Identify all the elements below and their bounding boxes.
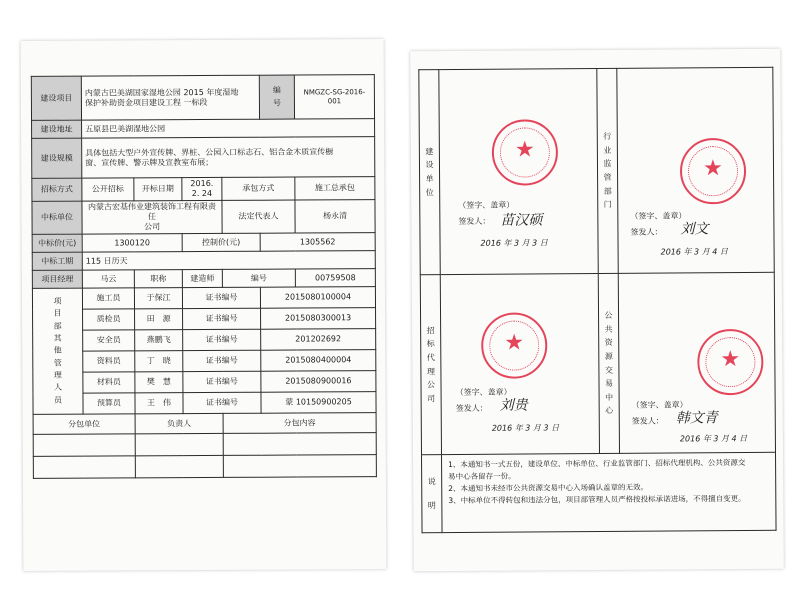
agency-label: 招 标 代 理 公 司 (420, 275, 441, 455)
staff-cert-no: 2015080400004 (261, 350, 376, 372)
staff-cert-no: 蒙 10150900205 (261, 392, 376, 414)
star-icon: ★ (720, 347, 741, 373)
scale-value: 具体包括大型户外宣传牌、界桩、公园入口标志石、铝合金木质宣传橱 窗、宣传牌、警示牌及宣教室布展； (82, 137, 375, 179)
supervisor-signer-label: 签发人： (630, 227, 663, 237)
pm-name: 马云 (82, 270, 134, 288)
exchange-label: 公 共 资 源 交 易 中 心 (598, 273, 619, 453)
staff-cert-no: 2015080100004 (260, 287, 375, 309)
staff-role: 安全员 (83, 330, 135, 351)
pm-number: 00759508 (295, 269, 375, 287)
supervisor-sign-seal: （签字、盖章） (630, 211, 687, 221)
sub-unit-cell (33, 434, 135, 457)
control-price-label: 控制价(元) (182, 233, 260, 251)
control-price-value: 1305562 (260, 233, 375, 252)
exchange-seal (697, 329, 763, 395)
method-label: 招标方式 (32, 178, 82, 201)
staff-name: 丁 晓 (135, 351, 183, 372)
supervisor-signature: 刘文 (680, 221, 709, 238)
approval-table (418, 67, 776, 533)
staff-name: 王 伟 (135, 393, 183, 414)
sub-person-cell (135, 433, 223, 455)
agency-date: 2016 年 3 月 3 日 (491, 423, 560, 433)
constructor-label: 建造师 (182, 269, 222, 287)
agency-signature: 刘贵 (499, 397, 528, 414)
staff-name: 樊 慧 (135, 372, 183, 393)
right-page (410, 49, 784, 572)
sub-unit-cell (33, 456, 135, 479)
exchange-signature: 韩文青 (675, 410, 718, 427)
supervisor-date: 2016 年 3 月 4 日 (660, 247, 728, 257)
winner-label: 中标单位 (32, 201, 82, 234)
legal-rep-label: 法定代表人 (222, 200, 295, 233)
staff-role: 施工员 (82, 288, 134, 309)
staff-name: 燕鹏飞 (135, 330, 183, 351)
staff-name: 田 源 (135, 309, 183, 330)
pm-label: 项目经理 (32, 270, 82, 288)
left-page (21, 39, 387, 571)
staff-role: 材料员 (83, 372, 135, 393)
agency-sign-cell (440, 273, 599, 454)
agency-sign-seal: （签字、盖章） (455, 387, 512, 397)
star-icon: ★ (703, 156, 723, 182)
staff-cert-label: 证书编号 (183, 329, 261, 350)
staff-cert-no: 201202692 (261, 329, 376, 351)
staff-cert-label: 证书编号 (183, 392, 261, 413)
duration-label: 中标工期 (32, 252, 82, 270)
number-col-label: 编号 (222, 269, 295, 287)
note-line: 易中心各留存一份。 (448, 471, 516, 482)
number-label: 编 号 (259, 75, 294, 119)
star-icon: ★ (514, 137, 535, 163)
site-value: 五原县巴美湖湿地公园 (82, 119, 375, 139)
sub-content-cell (223, 433, 376, 456)
notes-label: 说 明 (422, 455, 443, 533)
supervisor-seal (680, 138, 746, 204)
staff-role: 质检员 (83, 309, 135, 330)
staff-cert-label: 证书编号 (183, 350, 261, 371)
title-label: 职称 (134, 270, 182, 288)
exchange-sign-cell (618, 272, 775, 453)
method-value: 公开招标 (82, 178, 134, 201)
staff-cert-label: 证书编号 (182, 287, 260, 308)
builder-date: 2016 年 3 月 3 日 (480, 238, 548, 248)
staff-cert-label: 证书编号 (183, 371, 261, 392)
builder-label: 建 设 单 位 (419, 70, 440, 275)
exchange-date: 2016 年 3 月 4 日 (679, 433, 748, 444)
winner-value: 内蒙古宏基伟业建筑装饰工程有限责任 公司 (82, 200, 222, 234)
note-line: 3、中标单位不得转包和违法分包，项目部管理人员严格按投标承诺进场，不得擅自变更。 (448, 493, 746, 506)
exchange-sign-seal: （签字、盖章） (631, 400, 688, 410)
staff-name: 于保江 (134, 288, 182, 309)
note-line: 1、本通知书一式五份，建设单位、中标单位、行业监管部门、招标代理机构、公共资源交 (448, 457, 746, 470)
builder-signature: 苗汉硕 (500, 212, 543, 229)
star-icon: ★ (504, 330, 525, 356)
scale-label: 建设规模 (32, 138, 82, 178)
sub-person-label: 负责人 (135, 413, 223, 433)
site-label: 建设地址 (32, 120, 82, 138)
supervisor-sign-cell (617, 67, 774, 273)
project-name: 内蒙古巴美湖国家湿地公园 2015 年度湿地 保护补助资金项目建设工程 一标段 (81, 75, 259, 120)
agency-seal (481, 312, 547, 378)
sub-unit-label: 分包单位 (33, 414, 135, 435)
duration-value: 115 日历天 (82, 251, 375, 271)
award-form-table (31, 74, 377, 479)
bid-price-label: 中标价(元) (32, 234, 82, 252)
sub-content-cell (223, 455, 376, 478)
supervisor-label: 行 业 监 管 部 门 (597, 68, 618, 273)
staff-role: 预算员 (83, 393, 135, 414)
exchange-signer-label: 签发人： (631, 416, 664, 426)
builder-seal (492, 119, 558, 185)
staff-cert-label: 证书编号 (183, 308, 261, 329)
bid-price-value: 1300120 (82, 234, 182, 253)
contract-mode-label: 承包方式 (222, 177, 295, 200)
builder-sign-seal: （签字、盖章） (458, 200, 515, 210)
staff-cert-no: 2015080300013 (261, 308, 376, 330)
builder-sign-cell (439, 68, 598, 274)
legal-rep-value: 杨永清 (295, 200, 375, 233)
open-date-label: 开标日期 (134, 178, 182, 201)
contract-mode-value: 施工总承包 (295, 177, 375, 200)
sub-person-cell (135, 455, 223, 477)
project-label: 建设项目 (31, 76, 81, 120)
agency-signer-label: 签发人： (455, 403, 488, 413)
builder-signer-label: 签发人： (458, 216, 491, 226)
project-number: NMGZC-SG-2016-001 (294, 75, 374, 119)
staff-role: 资料员 (83, 351, 135, 372)
sub-content-label: 分包内容 (223, 413, 376, 434)
staff-vertical-label: 项 目 部 其 他 管 理 人 员 (32, 288, 83, 414)
notes-cell (442, 452, 777, 532)
note-line: 2、本通知书未经市公共资源交易中心入场确认盖章的无效。 (448, 482, 649, 494)
open-date-value: 2016. 2. 24 (182, 177, 222, 200)
staff-cert-no: 2015080900016 (261, 371, 376, 393)
